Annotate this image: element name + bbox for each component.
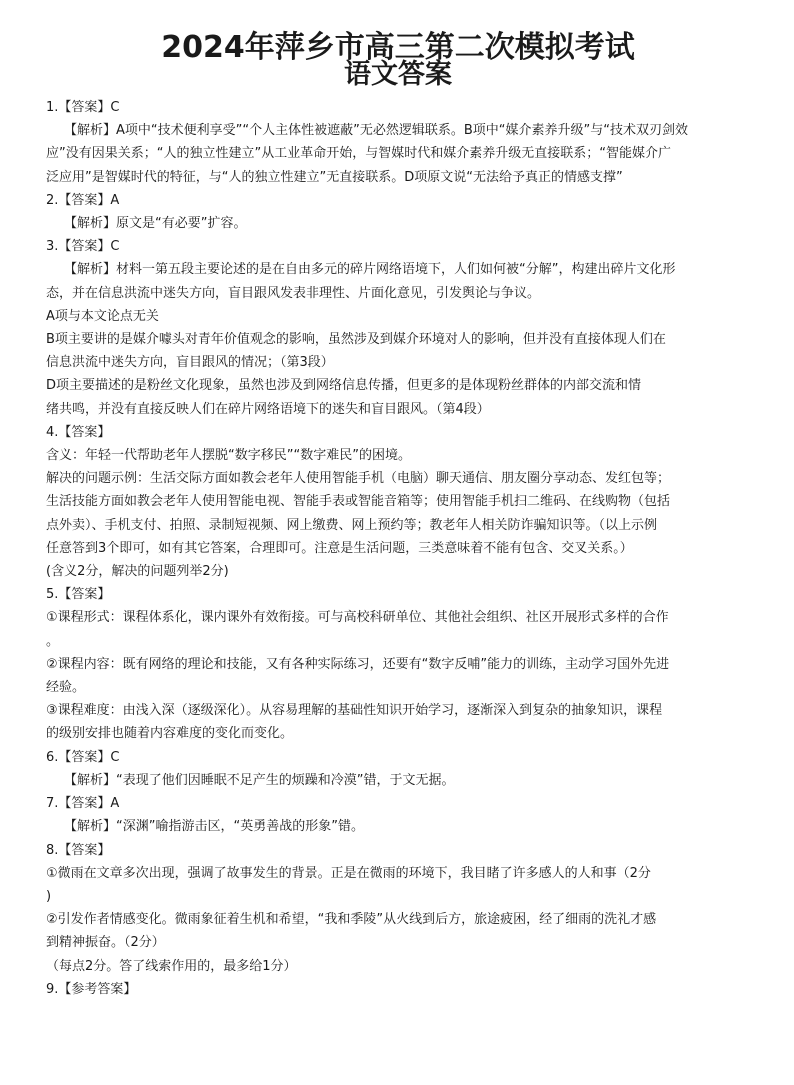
q6-analysis: 【解析】“表现了他们因睡眠不足产生的烦躁和冷漠”错，于文无据。 — [64, 772, 455, 788]
q5-point-1-cont: 。 — [46, 633, 60, 649]
q9-answer: 9.【参考答案】 — [46, 981, 137, 997]
q3-analysis-line: 态，并在信息洪流中迷失方向，盲目跟风发表非理性、片面化意见，引发舆论与争议。 — [46, 285, 541, 301]
q5-point-3-cont: 的级别安排也随着内容难度的变化而变化。 — [46, 726, 294, 742]
q3-option-a: A项与本文论点无关 — [46, 308, 159, 324]
q1-analysis-line: 泛应用”是智媒时代的特征，与“人的独立性建立”无直接联系。D项原文说“无法给予真正的情感支撑” — [46, 169, 623, 185]
page-subtitle: 语文答案 — [344, 59, 452, 90]
q5-point-3: ③课程难度：由浅入深（逐级深化）。从容易理解的基础性知识开始学习，逐渐深入到复杂的抽象知识，课程 — [46, 703, 663, 719]
q2-answer: 2.【答案】A — [46, 192, 120, 208]
q8-point-2-cont: 到精神振奋。（2分） — [46, 935, 165, 951]
q5-point-1: ①课程形式：课程体系化，课内课外有效衔接。可与高校科研单位、其他社会组织、社区开展形式多样的合作 — [46, 610, 669, 626]
q3-option-d-line: D项主要描述的是粉丝文化现象，虽然也涉及到网络信息传播，但更多的是体现粉丝群体的内部交流和情 — [46, 378, 642, 394]
q5-answer: 5.【答案】 — [46, 587, 111, 603]
q1-analysis-line: 【解析】A项中“技术便利享受”“个人主体性被遮蔽”无必然逻辑联系。B项中“媒介素养升级”与“技术双刃剑效 — [64, 123, 688, 139]
q8-point-1-cont: ) — [46, 888, 52, 904]
q3-option-d-line: 绪共鸣，并没有直接反映人们在碎片网络语境下的迷失和盲目跟风。（第4段） — [46, 401, 490, 417]
q4-meaning: 含义：年轻一代帮助老年人摆脱“数字移民”“数字难民”的困境。 — [46, 448, 411, 464]
q8-point-1: ①微雨在文章多次出现，强调了故事发生的背景。正是在微雨的环境下，我目睹了许多感人的人和事（2分 — [46, 865, 651, 881]
q5-point-2: ②课程内容：既有网络的理论和技能，又有各种实际练习，还要有“数字反哺”能力的训练，主动学习国外先进 — [46, 656, 670, 672]
q7-analysis: 【解析】“深渊”喻指游击区，“英勇善战的形象”错。 — [64, 819, 364, 835]
q8-answer: 8.【答案】 — [46, 842, 111, 858]
q4-answer: 4.【答案】 — [46, 424, 111, 440]
q4-examples-line: 解决的问题示例：生活交际方面如教会老年人使用智能手机（电脑）聊天通信、朋友圈分享动态、发红包等； — [46, 471, 671, 487]
q2-analysis: 【解析】原文是“有必要”扩容。 — [64, 216, 247, 232]
q8-point-2: ②引发作者情感变化。微雨象征着生机和希望，“我和季陵”从火线到后方，旅途疲困，经了细雨的洗礼才感 — [46, 912, 657, 928]
q4-examples-line: 点外卖）、手机支付、拍照、录制短视频、网上缴费、网上预约等；教老年人相关防诈骗知识等。（以上示例 — [46, 517, 658, 533]
answer-body — [46, 96, 750, 1001]
q3-option-b-line: 信息洪流中迷失方向，盲目跟风的情况；（第3段） — [46, 355, 334, 371]
q1-analysis-line: 应”没有因果关系；“人的独立性建立”从工业革命开始，与智媒时代和媒介素养升级无直接联系；“智能媒介广 — [46, 146, 671, 162]
q4-examples-line: 生活技能方面如教会老年人使用智能电视、智能手表或智能音箱等；使用智能手机扫二维码、在线购物（包括 — [46, 494, 671, 510]
q3-answer: 3.【答案】C — [46, 239, 120, 255]
q8-scoring: （每点2分。答了线索作用的，最多给1分） — [46, 958, 297, 974]
q1-answer: 1.【答案】C — [46, 100, 120, 115]
q4-examples-line: 任意答到3个即可，如有其它答案，合理即可。注意是生活问题，三类意味着不能有包含、交叉关系。） — [46, 540, 633, 556]
q3-analysis-line: 【解析】材料一第五段主要论述的是在自由多元的碎片网络语境下，人们如何被“分解”，构建出碎片文化形 — [64, 262, 676, 278]
page-title: 2024年萍乡市高三第二次模拟考试 — [161, 30, 635, 65]
q3-option-b-line: B项主要讲的是媒介噱头对青年价值观念的影响，虽然涉及到媒介环境对人的影响，但并没有直接体现人们在 — [46, 332, 666, 348]
q6-answer: 6.【答案】C — [46, 749, 120, 765]
q4-scoring: (含义2分，解决的问题列举2分) — [46, 564, 229, 580]
q7-answer: 7.【答案】A — [46, 796, 120, 812]
q5-point-2-cont: 经验。 — [46, 680, 86, 696]
